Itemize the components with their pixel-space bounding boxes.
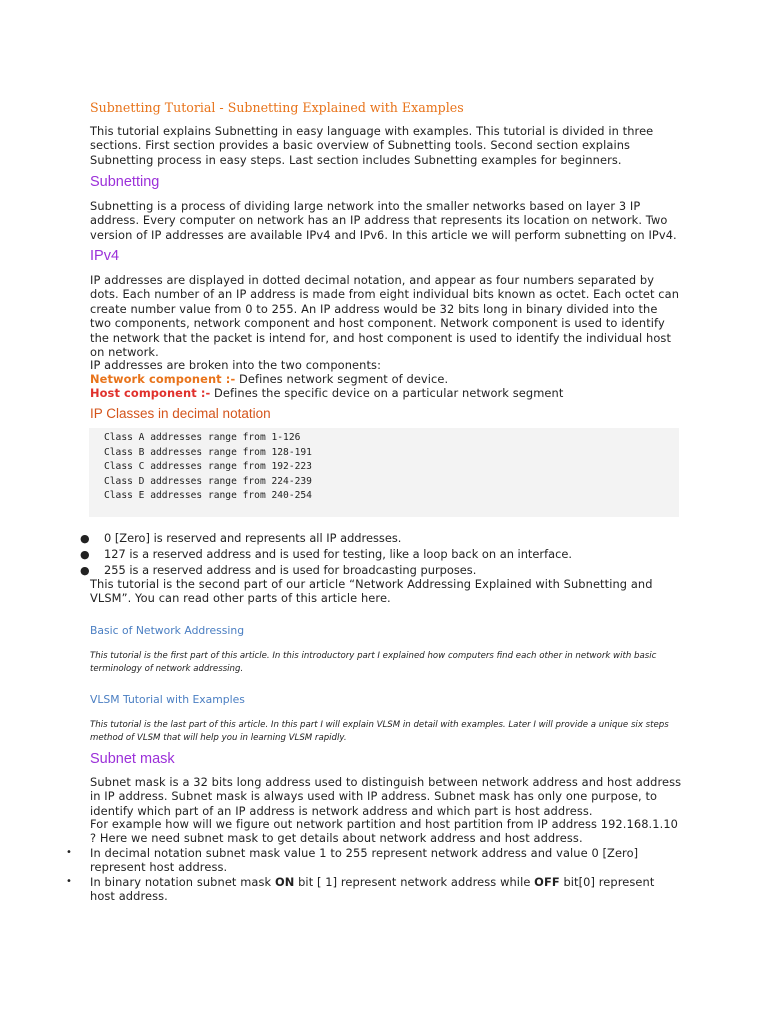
code-line-class-a: Class A addresses range from 1-126 xyxy=(104,432,301,443)
binary-text-post: bit[0] represent host address. xyxy=(90,875,655,904)
host-component-text: Defines the specific device on a particular network segment xyxy=(210,386,564,400)
subnet-mask-bullet-decimal: In decimal notation subnet mask value 1 to 255 represent network address and value 0 [Zero] represent host address. xyxy=(90,846,639,875)
series-note: This tutorial is the second part of our article “Network Addressing Explained with Subnetting and VLSM”. You can read other parts of this article here. xyxy=(90,577,653,606)
binary-text-pre: In binary notation subnet mask xyxy=(90,875,275,889)
intro-paragraph: This tutorial explains Subnetting in easy language with examples. This tutorial is divided in three sections. First section provides a basic overview of Subnetting tools. Second section explains Subnetting process in easy steps. Last section includes Subnetting examples for beginners. xyxy=(90,124,654,167)
binary-text-mid: bit [ 1] represent network address while xyxy=(294,875,535,889)
subnet-mask-heading: Subnet mask xyxy=(90,751,175,767)
subnetting-heading: Subnetting xyxy=(90,174,160,190)
off-keyword: OFF xyxy=(534,875,560,889)
basic-network-addressing-desc: This tutorial is the first part of this article. In this introductory part I explained how computers find each other in network with basic terminology of network addressing. xyxy=(90,651,657,674)
code-line-class-d: Class D addresses range from 224-239 xyxy=(104,476,312,487)
bullet-dot: • xyxy=(66,876,72,887)
reserved-item-127: 127 is a reserved address and is used for testing, like a loop back on an interface. xyxy=(104,547,572,561)
page-title: Subnetting Tutorial - Subnetting Explained with Examples xyxy=(90,100,464,115)
bullet-dot: ● xyxy=(80,564,90,577)
reserved-item-0: 0 [Zero] is reserved and represents all IP addresses. xyxy=(104,531,402,545)
host-component-line xyxy=(90,386,682,400)
ipv4-paragraph: IP addresses are displayed in dotted decimal notation, and appear as four numbers separated by dots. Each number of an IP address is made from eight individual bits known as octet. Each octet can create number value from 0 to 255. An IP address would be 32 bits long in binary divided into the two components, network component and host component. Network component is used to identify the network that the packet is intend for, and host component is used to identify the individual host on network. xyxy=(90,273,680,360)
network-component-line xyxy=(90,372,682,386)
ipv4-heading: IPv4 xyxy=(90,248,120,264)
bullet-dot: ● xyxy=(80,532,90,545)
code-line-class-e: Class E addresses range from 240-254 xyxy=(104,490,312,501)
reserved-item-255: 255 is a reserved address and is used for broadcasting purposes. xyxy=(104,563,477,577)
network-component-label: Network component :- xyxy=(90,372,236,386)
subnet-mask-paragraph: Subnet mask is a 32 bits long address used to distinguish between network address and host address in IP address. Subnet mask is always used with IP address. Subnet mask has only one purpose, to identify which part of an IP address is network address and which part is host address. xyxy=(90,775,682,818)
subnetting-paragraph: Subnetting is a process of dividing large network into the smaller networks based on layer 3 IP address. Every computer on network has an IP address that represents its location on network. Two version of IP addresses are available IPv4 and IPv6. In this article we will perform subnetting on IPv4. xyxy=(90,199,677,242)
components-intro: IP addresses are broken into the two components: xyxy=(90,358,382,372)
link-basic-network-addressing[interactable]: Basic of Network Addressing xyxy=(90,624,245,637)
host-component-label: Host component :- xyxy=(90,386,211,400)
vlsm-tutorial-desc: This tutorial is the last part of this article. In this part I will explain VLSM in detail with examples. Later I will provide a unique six steps method of VLSM that will help you in learning VLSM rapidly. xyxy=(90,720,669,743)
subnet-mask-bullet-binary xyxy=(90,875,682,904)
ip-classes-heading: IP Classes in decimal notation xyxy=(90,406,271,421)
link-vlsm-tutorial[interactable]: VLSM Tutorial with Examples xyxy=(90,693,245,706)
bullet-dot: ● xyxy=(80,548,90,561)
code-line-class-c: Class C addresses range from 192-223 xyxy=(104,461,312,472)
on-keyword: ON xyxy=(274,875,295,889)
network-component-text: Defines network segment of device. xyxy=(235,372,449,386)
code-line-class-b: Class B addresses range from 128-191 xyxy=(104,447,312,458)
bullet-dot: • xyxy=(66,847,72,858)
subnet-mask-example: For example how will we figure out network partition and host partition from IP address 192.168.1.10 ? Here we need subnet mask to get details about network address and host address. xyxy=(90,817,679,846)
